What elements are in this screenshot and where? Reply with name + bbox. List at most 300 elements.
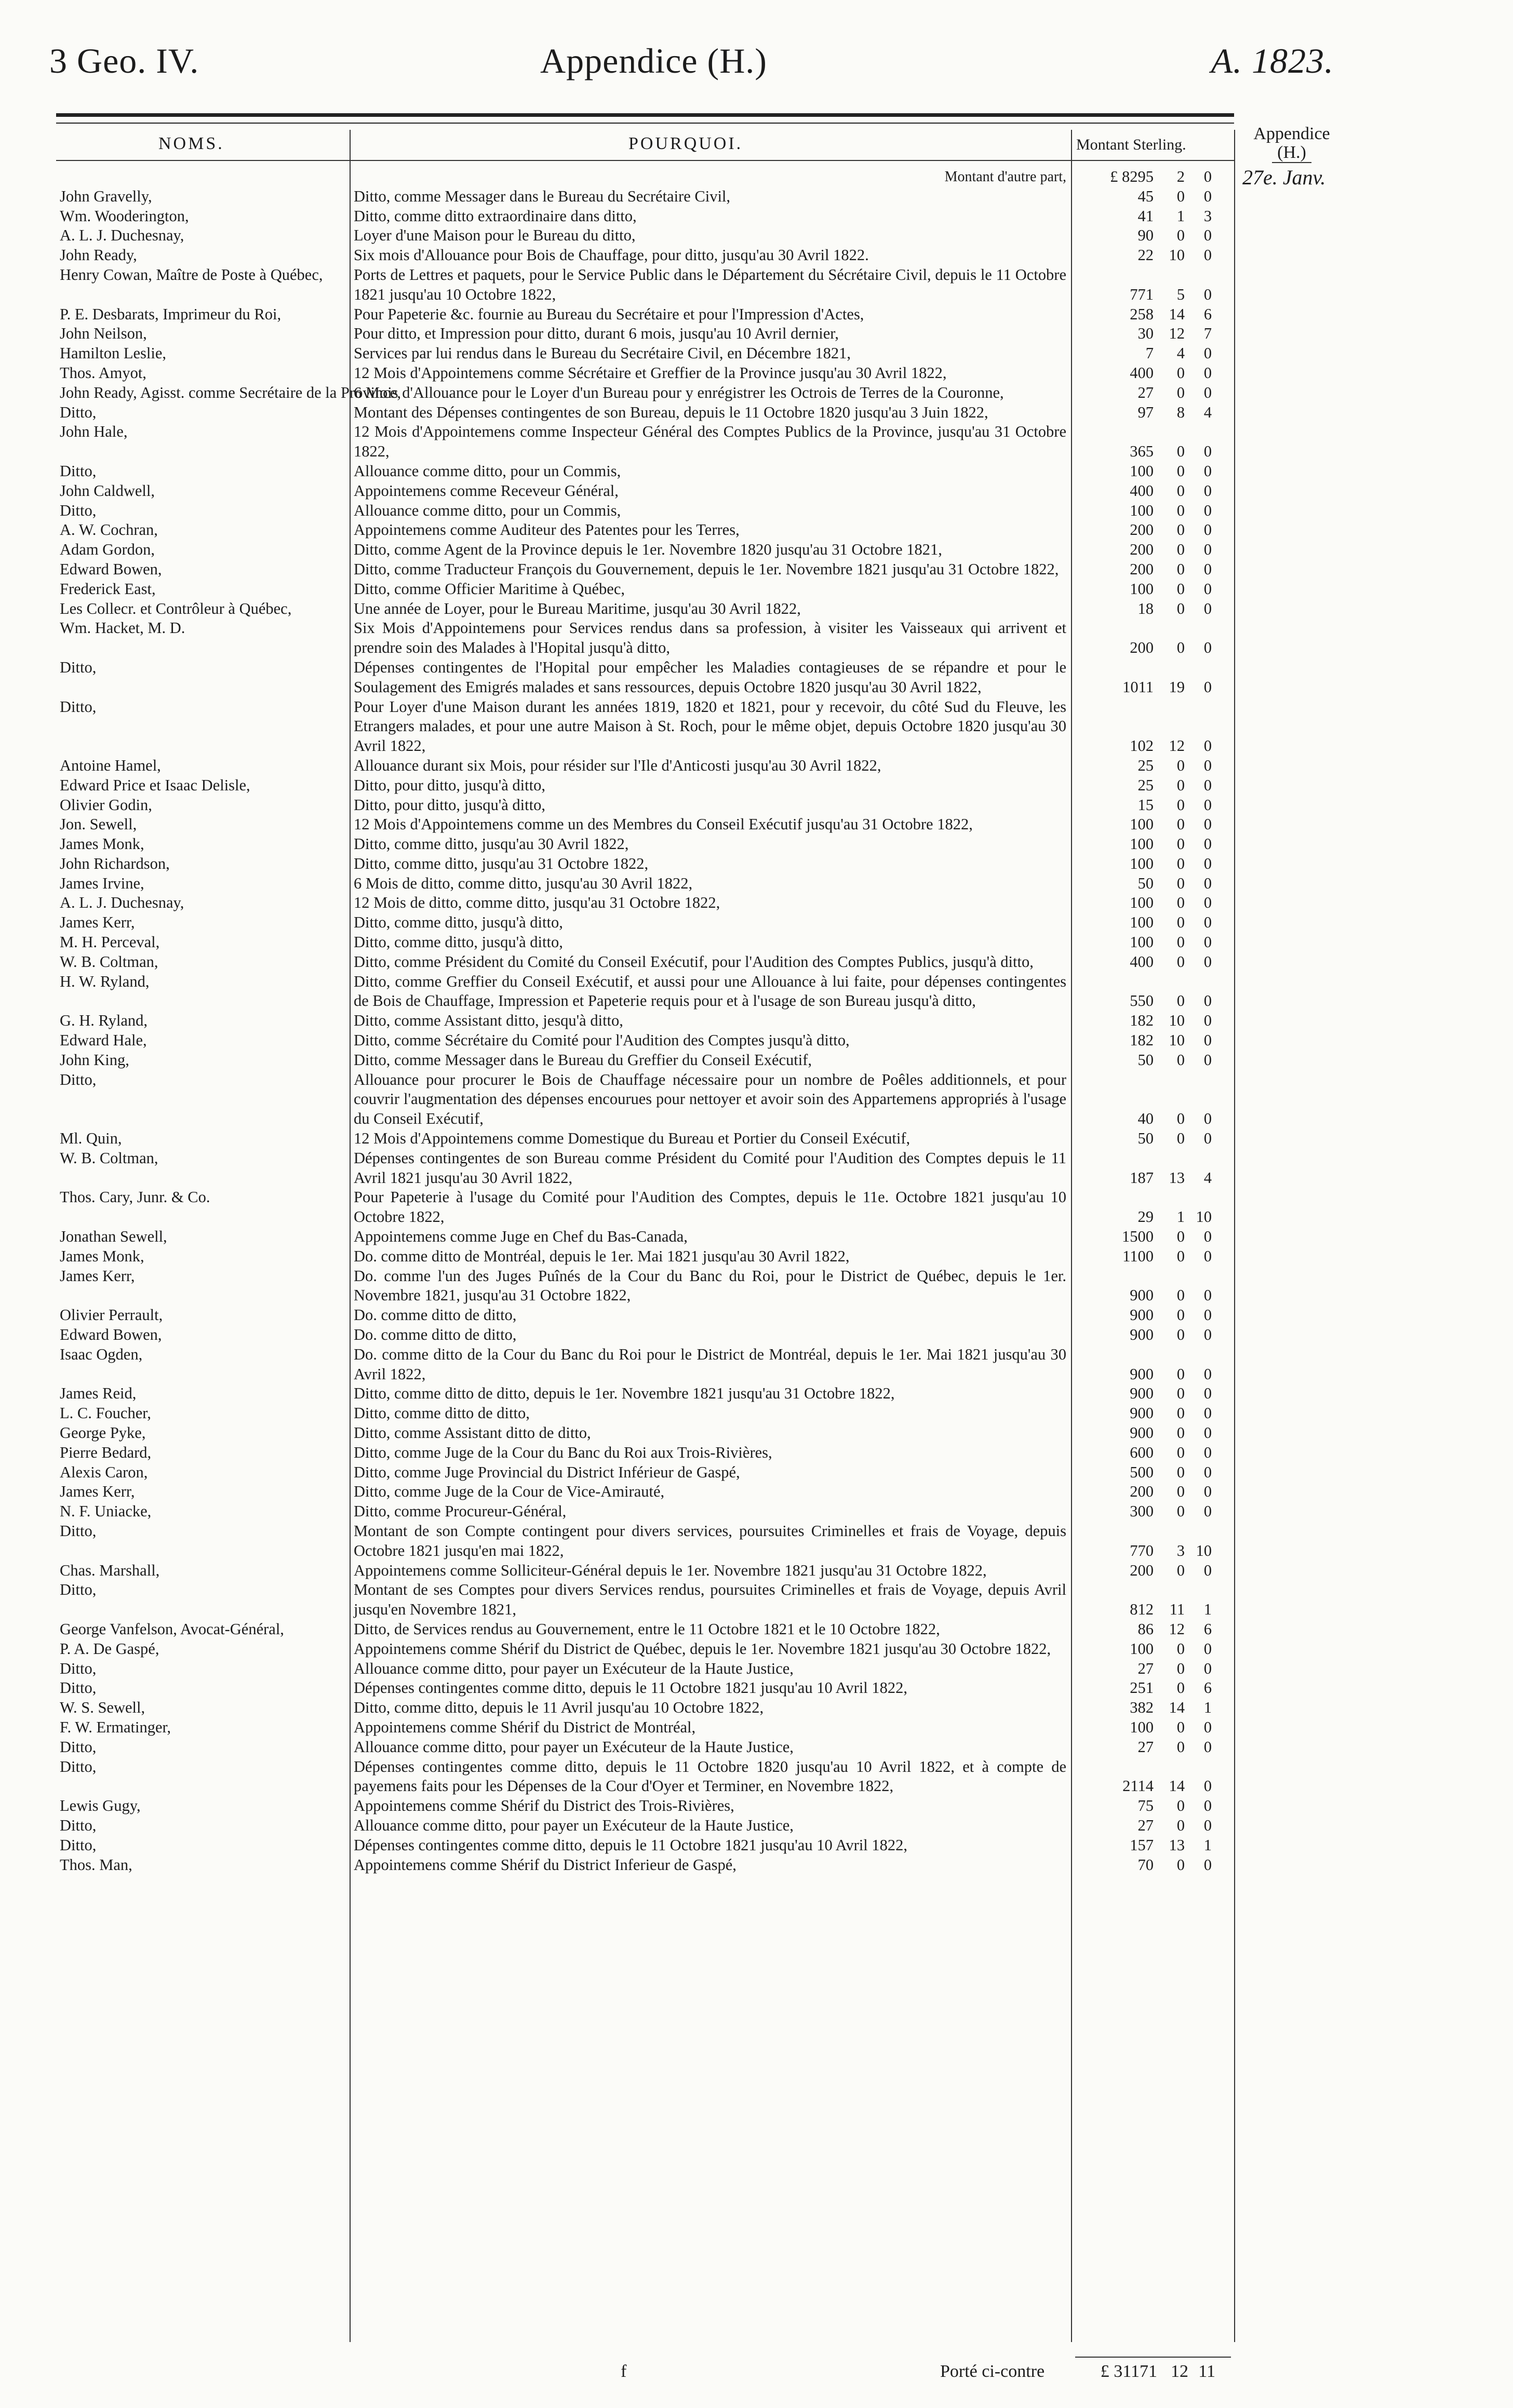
entry-amount: [1072, 285, 1231, 305]
margin-note-code: (H.): [1272, 143, 1311, 163]
amount-shillings: 11: [1169, 1600, 1185, 1619]
entry-name: Olivier Perrault,: [60, 1306, 163, 1324]
entry-name: George Pyke,: [60, 1424, 146, 1442]
amount-pounds: 600: [1130, 1443, 1154, 1461]
entry-amount: [1072, 442, 1231, 462]
amount-shillings: 10: [1169, 246, 1185, 264]
entry-purpose: Ports de Lettres et paquets, pour le Service Public dans le Département du Sécrétaire Civil, depuis le 11 Octobre 1821 jusqu'au 10 Octobre 1822,: [354, 265, 1066, 303]
table-row: [0, 776, 1513, 796]
entry-amount: [1072, 776, 1231, 796]
amount-pence: 0: [1203, 835, 1212, 853]
table-row: [0, 187, 1513, 207]
entry-purpose: Ditto, comme ditto, jusqu'à ditto,: [354, 913, 563, 932]
entry-name: Ml. Quin,: [60, 1129, 122, 1148]
entry-name: Ditto,: [60, 1738, 97, 1756]
entry-purpose: 12 Mois d'Appointemens comme Inspecteur Général des Comptes Publics de la Province, jusqu'au 31 Octobre 1822,: [354, 423, 1066, 461]
amount-shillings: 12: [1169, 737, 1185, 755]
entry-purpose: Services par lui rendus dans le Bureau du Secrétaire Civil, en Décembre 1821,: [354, 344, 851, 362]
entry-name: James Monk,: [60, 1247, 144, 1265]
amount-shillings: 0: [1176, 442, 1185, 461]
amount-pounds: 29: [1137, 1208, 1154, 1226]
entry-name: Ditto,: [60, 697, 97, 716]
table-row: [0, 207, 1513, 226]
entry-purpose: Appointemens comme Shérif du District de Québec, depuis le 1er. Novembre 1821 jusqu'au 30 Octobre 1822,: [354, 1639, 1051, 1658]
amount-pence: 0: [1203, 1247, 1212, 1265]
amount-pounds: 300: [1130, 1502, 1154, 1521]
amount-shillings: 14: [1169, 1699, 1185, 1717]
table-row: [0, 520, 1513, 540]
amount-pence: 0: [1203, 1404, 1212, 1422]
entry-name: Chas. Marshall,: [60, 1561, 160, 1579]
amount-shillings: 0: [1176, 599, 1185, 617]
entry-purpose: Ditto, comme Officier Maritime à Québec,: [354, 580, 625, 598]
entry-purpose: Appointemens comme Shérif du District Inferieur de Gaspé,: [354, 1855, 737, 1874]
table-row: [0, 854, 1513, 874]
amount-pence: 0: [1203, 1051, 1212, 1069]
amount-pounds: 45: [1137, 187, 1154, 205]
amount-shillings: 0: [1176, 1679, 1185, 1697]
entry-purpose: Pour Loyer d'une Maison durant les années 1819, 1820 et 1821, pour y recevoir, du côté Sud du Fleuve, les Etrangers malades, et pour une autre Maison à St. Roch, pour le même objet, depuis Octobre 1820 jusqu'au 30 Avril 1822,: [354, 697, 1066, 755]
amount-pounds: 900: [1130, 1286, 1154, 1304]
entry-purpose: Une année de Loyer, pour le Bureau Maritime, jusqu'au 30 Avril 1822,: [354, 599, 801, 617]
column-header-rule: [56, 160, 1234, 161]
amount-pence: 0: [1203, 1129, 1212, 1148]
entry-amount: [1072, 1639, 1231, 1659]
amount-pounds: 102: [1130, 737, 1154, 755]
entry-amount: [1072, 1286, 1231, 1306]
table-row: [0, 305, 1513, 325]
table-row: [0, 913, 1513, 933]
entry-name: Ditto,: [60, 501, 97, 519]
amount-pence: 0: [1203, 1777, 1212, 1795]
amount-pounds: 200: [1130, 1483, 1154, 1501]
amount-shillings: 0: [1176, 541, 1185, 559]
amount-pence: 3: [1203, 207, 1212, 225]
amount-shillings: 10: [1169, 1012, 1185, 1030]
table-row: [0, 1580, 1513, 1620]
amount-pounds: 400: [1130, 364, 1154, 382]
amount-pounds: 251: [1130, 1679, 1154, 1697]
amount-pounds: 550: [1130, 992, 1154, 1010]
entry-purpose: 12 Mois d'Appointemens comme un des Membres du Conseil Exécutif jusqu'au 31 Octobre 1822,: [354, 815, 973, 833]
entry-purpose: Ditto, comme Messager dans le Bureau du Secrétaire Civil,: [354, 187, 731, 205]
entry-amount: [1072, 756, 1231, 776]
amount-shillings: 0: [1176, 1797, 1185, 1815]
entry-amount: [1072, 540, 1231, 560]
amount-pence: 0: [1203, 560, 1212, 578]
amount-pence: 0: [1203, 501, 1212, 519]
entry-name: Thos. Man,: [60, 1855, 132, 1874]
amount-pence: 0: [1203, 756, 1212, 774]
entry-name: Ditto,: [60, 1581, 97, 1599]
amount-pence: 0: [1203, 913, 1212, 932]
entry-name: James Kerr,: [60, 1267, 135, 1285]
amount-pence: 0: [1203, 815, 1212, 833]
amount-pence: 0: [1203, 639, 1212, 657]
entry-amount: [1072, 1678, 1231, 1698]
table-row: [0, 1070, 1513, 1129]
amount-pounds: 187: [1130, 1168, 1154, 1187]
entry-amount: [1072, 1404, 1231, 1423]
entry-name: Edward Hale,: [60, 1031, 147, 1050]
table-row: [0, 835, 1513, 854]
amount-shillings: 0: [1176, 874, 1185, 892]
table-row: [0, 1482, 1513, 1502]
amount-shillings: 1: [1176, 1208, 1185, 1226]
entry-name: W. B. Coltman,: [60, 1149, 158, 1167]
entry-amount: [1072, 1502, 1231, 1522]
page-footer: [0, 2362, 1513, 2393]
entry-name: Antoine Hamel,: [60, 756, 161, 774]
amount-pounds: 25: [1137, 776, 1154, 794]
amount-shillings: 0: [1176, 854, 1185, 872]
amount-pounds: 86: [1137, 1620, 1154, 1638]
amount-pounds: 70: [1137, 1855, 1154, 1874]
entry-purpose: Ditto, comme Juge de la Cour du Banc du Roi aux Trois-Rivières,: [354, 1443, 772, 1461]
entry-name: John Neilson,: [60, 325, 147, 343]
amount-pounds: 90: [1137, 226, 1154, 245]
table-row: [0, 1620, 1513, 1639]
entry-purpose: Ditto, pour ditto, jusqu'à ditto,: [354, 776, 545, 794]
amount-shillings: 1: [1176, 207, 1185, 225]
amount-shillings: 0: [1176, 835, 1185, 853]
table-row: [0, 1443, 1513, 1463]
entry-amount: [1072, 1777, 1231, 1796]
entry-name: Jonathan Sewell,: [60, 1228, 167, 1246]
amount-shillings: 8: [1176, 403, 1185, 421]
table-row: [0, 796, 1513, 815]
amount-pence: 1: [1203, 1836, 1212, 1854]
amount-pounds: 812: [1130, 1600, 1154, 1619]
table-row: [0, 1051, 1513, 1070]
entry-amount: [1072, 520, 1231, 540]
amount-pence: 0: [1203, 1365, 1212, 1383]
entry-amount: [1072, 1423, 1231, 1443]
amount-pounds: 100: [1130, 1718, 1154, 1736]
entry-name: Edward Bowen,: [60, 560, 162, 578]
entry-amount: [1072, 1129, 1231, 1149]
table-row: [0, 1757, 1513, 1797]
table-row: [0, 1698, 1513, 1718]
entry-amount: [1072, 1207, 1231, 1227]
entry-name: Alexis Caron,: [60, 1463, 148, 1481]
entry-amount: [1072, 1620, 1231, 1639]
entry-amount: [1072, 893, 1231, 913]
amount-pounds: 100: [1130, 501, 1154, 519]
amount-pence: 7: [1203, 325, 1212, 343]
entry-purpose: Ditto, comme Président du Comité du Conseil Exécutif, pour l'Audition des Comptes Publics, jusqu'à ditto,: [354, 952, 1034, 971]
amount-shillings: 0: [1176, 952, 1185, 971]
entry-purpose: Ditto, comme ditto de ditto,: [354, 1404, 530, 1422]
amount-shillings: 0: [1176, 796, 1185, 814]
entry-purpose: 6 Mois d'Allouance pour le Loyer d'un Bureau pour y enrégistrer les Octrois de Terres de la Couronne,: [354, 383, 1004, 401]
entry-name: James Reid,: [60, 1384, 137, 1403]
amount-pounds: 27: [1137, 1738, 1154, 1756]
table-row: [0, 1855, 1513, 1875]
entry-amount: [1072, 246, 1231, 265]
entry-purpose: Allouance durant six Mois, pour résider sur l'Ile d'Anticosti jusqu'au 30 Avril 1822,: [354, 756, 881, 774]
entry-amount: [1072, 1855, 1231, 1875]
amount-pounds: 100: [1130, 462, 1154, 480]
column-header-purpose: POURQUOI.: [628, 134, 743, 153]
entry-amount: [1072, 991, 1231, 1011]
amount-pounds: 27: [1137, 1816, 1154, 1834]
amount-shillings: 0: [1176, 187, 1185, 205]
amount-shillings: 0: [1176, 1306, 1185, 1324]
entry-purpose: Do. comme ditto de Montréal, depuis le 1er. Mai 1821 jusqu'au 30 Avril 1822,: [354, 1247, 850, 1265]
amount-pence: 0: [1203, 874, 1212, 892]
entry-purpose: Appointemens comme Auditeur des Patentes pour les Terres,: [354, 521, 740, 539]
amount-pence: 0: [1203, 580, 1212, 598]
entry-name: Olivier Godin,: [60, 796, 152, 814]
amount-pounds: 30: [1137, 325, 1154, 343]
entry-amount: [1072, 952, 1231, 972]
amount-shillings: 0: [1176, 776, 1185, 794]
entry-amount: [1072, 933, 1231, 952]
entry-amount: [1072, 638, 1231, 658]
entry-name: John Hale,: [60, 423, 128, 441]
entry-purpose: Dépenses contingentes comme ditto, depuis le 11 Octobre 1820 jusqu'au 10 Avril 1822, et à compte de payemens faits pour les Dépenses de la Cour d'Oyer et Terminer, en Novembre 1822,: [354, 1757, 1066, 1795]
amount-pounds: 182: [1130, 1031, 1154, 1050]
entry-amount: [1072, 913, 1231, 933]
entry-purpose: 12 Mois d'Appointemens comme Sécrétaire et Greffier de la Province jusqu'au 30 Avril 1822,: [354, 364, 947, 382]
amount-pence: 0: [1203, 521, 1212, 539]
entry-purpose: Allouance comme ditto, pour payer un Exécuteur de la Haute Justice,: [354, 1738, 794, 1756]
amount-pence: 1: [1203, 1699, 1212, 1717]
amount-shillings: 0: [1176, 364, 1185, 382]
amount-pounds: 1100: [1122, 1247, 1154, 1265]
entry-name: H. W. Ryland,: [60, 972, 150, 990]
carried-forward-label: Porté ci-contre: [940, 2362, 1045, 2381]
entry-name: John Ready,: [60, 246, 137, 264]
amount-pence: 0: [1203, 599, 1212, 617]
table-row: [0, 1561, 1513, 1581]
amount-pence: 0: [1203, 894, 1212, 912]
amount-pence: 0: [1203, 226, 1212, 245]
entry-purpose: Pour Papeterie à l'usage du Comité pour l'Audition des Comptes, depuis le 11e. Octobre 1821 jusqu'au 10 Octobre 1822,: [354, 1188, 1066, 1226]
total-pence: 11: [1198, 2362, 1215, 2381]
table-row: [0, 1267, 1513, 1306]
entry-name: L. C. Foucher,: [60, 1404, 151, 1422]
entry-purpose: Allouance comme ditto, pour un Commis,: [354, 462, 621, 480]
entry-purpose: Montant des Dépenses contingentes de son Bureau, depuis le 11 Octobre 1820 jusqu'au 3 Juin 1822,: [354, 403, 988, 421]
entry-purpose: Dépenses contingentes comme ditto, depuis le 11 Octobre 1821 jusqu'au 10 Avril 1822,: [354, 1679, 908, 1697]
entry-name: A. L. J. Duchesnay,: [60, 226, 184, 245]
entry-purpose: Ditto, comme Procureur-Général,: [354, 1502, 567, 1521]
amount-shillings: 0: [1176, 894, 1185, 912]
amount-pence: 0: [1203, 1306, 1212, 1324]
entry-amount: [1072, 1561, 1231, 1581]
total-rule: [1075, 2357, 1231, 2358]
amount-pence: 0: [1203, 1286, 1212, 1304]
amount-pence: 0: [1203, 1855, 1212, 1874]
entry-name: John Gravelly,: [60, 187, 152, 205]
entry-amount: [1072, 305, 1231, 325]
amount-shillings: 0: [1176, 1384, 1185, 1403]
amount-shillings: 0: [1176, 1718, 1185, 1736]
table-row: [0, 1188, 1513, 1227]
year-label: A. 1823.: [1211, 41, 1334, 80]
amount-pence: 0: [1203, 1639, 1212, 1658]
amount-pence: 0: [1203, 1483, 1212, 1501]
table-row: [0, 580, 1513, 599]
amount-pence: 0: [1203, 442, 1212, 461]
amount-pence: 0: [1203, 1463, 1212, 1481]
amount-pence: 0: [1203, 1326, 1212, 1344]
entry-name: Henry Cowan, Maître de Poste à Québec,: [60, 265, 323, 284]
entry-name: Ditto,: [60, 1070, 97, 1088]
entry-name: Jon. Sewell,: [60, 815, 137, 833]
amount-pence: 0: [1203, 678, 1212, 696]
entry-amount: [1072, 364, 1231, 383]
amount-shillings: 0: [1176, 1561, 1185, 1579]
amount-shillings: 0: [1176, 1816, 1185, 1834]
table-row: [0, 462, 1513, 481]
table-row: [0, 1502, 1513, 1522]
amount-pence: 10: [1196, 1541, 1212, 1559]
entry-amount: [1072, 796, 1231, 815]
entry-amount: [1072, 874, 1231, 894]
amount-pence: 0: [1203, 933, 1212, 951]
amount-pence: 0: [1203, 246, 1212, 264]
amount-pounds: 157: [1130, 1836, 1154, 1854]
entry-name: Les Collecr. et Contrôleur à Québec,: [60, 599, 292, 617]
entry-amount: [1072, 1796, 1231, 1816]
amount-pounds: 1500: [1122, 1228, 1154, 1246]
entry-amount: [1072, 560, 1231, 580]
amount-pounds: 200: [1130, 521, 1154, 539]
entry-amount: [1072, 1698, 1231, 1718]
amount-pence: 0: [1203, 1110, 1212, 1128]
table-row: [0, 246, 1513, 265]
table-row: [0, 1306, 1513, 1325]
amount-pounds: 365: [1130, 442, 1154, 461]
entry-purpose: Appointemens comme Shérif du District de Montréal,: [354, 1718, 696, 1736]
entry-name: James Irvine,: [60, 874, 144, 892]
amount-shillings: 0: [1176, 1659, 1185, 1677]
table-row: [0, 265, 1513, 305]
amount-pence: 0: [1203, 737, 1212, 755]
table-row: [0, 1227, 1513, 1247]
amount-shillings: 0: [1176, 1129, 1185, 1148]
amount-pence: 0: [1203, 1443, 1212, 1461]
amount-pounds: 770: [1130, 1541, 1154, 1559]
amount-shillings: 12: [1169, 325, 1185, 343]
entry-amount: [1072, 324, 1231, 344]
entry-name: John Caldwell,: [60, 481, 155, 500]
entry-amount: [1072, 1168, 1231, 1188]
entry-purpose: Appointemens comme Receveur Général,: [354, 481, 619, 500]
table-row: [0, 1129, 1513, 1149]
entry-purpose: Six mois d'Allouance pour Bois de Chauffage, pour ditto, jusqu'au 30 Avril 1822.: [354, 246, 869, 264]
table-row: [0, 618, 1513, 658]
amount-pounds: 200: [1130, 541, 1154, 559]
amount-shillings: 0: [1176, 521, 1185, 539]
amount-shillings: 0: [1176, 560, 1185, 578]
table-row: [0, 952, 1513, 972]
amount-shillings: 0: [1176, 501, 1185, 519]
entry-amount: [1072, 1718, 1231, 1738]
entry-name: Edward Price et Isaac Delisle,: [60, 776, 250, 794]
amount-pounds: 27: [1137, 383, 1154, 401]
entry-amount: [1072, 599, 1231, 619]
entry-name: Ditto,: [60, 1836, 97, 1854]
amount-pounds: 100: [1130, 854, 1154, 872]
entry-amount: [1072, 835, 1231, 854]
amount-pence: 10: [1196, 1208, 1212, 1226]
table-row: [0, 1247, 1513, 1267]
amount-pence: 0: [1203, 1424, 1212, 1442]
amount-shillings: 0: [1176, 639, 1185, 657]
page-header: [0, 41, 1513, 92]
amount-pounds: 97: [1137, 403, 1154, 421]
amount-shillings: 12: [1169, 1620, 1185, 1638]
amount-shillings: 10: [1169, 1031, 1185, 1050]
entry-amount: [1072, 403, 1231, 423]
table-row: [0, 893, 1513, 913]
amount-pounds: 500: [1130, 1463, 1154, 1481]
entry-purpose: Six Mois d'Appointemens pour Services rendus dans sa profession, à visiter les Vaisseaux qui arrivent et prendre soin des Malades à l'Hopital jusqu'à ditto,: [354, 619, 1066, 657]
entry-name: Ditto,: [60, 403, 97, 421]
amount-pence: 0: [1203, 187, 1212, 205]
amount-pounds: 25: [1137, 756, 1154, 774]
entry-amount: [1072, 1109, 1231, 1129]
entry-amount: [1072, 187, 1231, 207]
entry-amount: [1072, 462, 1231, 481]
table-row: [0, 383, 1513, 403]
amount-shillings: 0: [1176, 815, 1185, 833]
entry-purpose: Allouance comme ditto, pour un Commis,: [354, 501, 621, 519]
amount-shillings: 0: [1176, 462, 1185, 480]
entry-purpose: Pour ditto, et Impression pour ditto, durant 6 mois, jusqu'au 10 Avril dernier,: [354, 325, 839, 343]
table-row: [0, 1031, 1513, 1051]
entry-amount: [1072, 226, 1231, 246]
amount-shillings: 0: [1176, 580, 1185, 598]
entry-name: A. W. Cochran,: [60, 521, 158, 539]
table-row: [0, 1423, 1513, 1443]
amount-pence: 0: [1203, 1384, 1212, 1403]
amount-pounds: 22: [1137, 246, 1154, 264]
entry-name: N. F. Uniacke,: [60, 1502, 152, 1521]
amount-pence: 0: [1203, 1228, 1212, 1246]
amount-pence: 0: [1203, 854, 1212, 872]
entry-name: Pierre Bedard,: [60, 1443, 152, 1461]
amount-pence: 0: [1203, 1012, 1212, 1030]
amount-pence: 6: [1203, 305, 1212, 323]
amount-pounds: 75: [1137, 1797, 1154, 1815]
margin-note-date: 27e. Janv.: [1242, 166, 1326, 189]
amount-pounds: 1011: [1122, 678, 1154, 696]
table-row: [0, 1404, 1513, 1423]
entry-purpose: Ditto, comme Greffier du Conseil Exécutif, et aussi pour une Allouance à lui faite, pour dépenses contingentes de Bois de Chauffage, Impression et Papeterie requis pour et à l'usage de son Bureau jusqu'à ditto,: [354, 972, 1066, 1010]
entry-amount: [1072, 1600, 1231, 1620]
table-row: [0, 972, 1513, 1012]
entry-purpose: Ditto, comme ditto de ditto, depuis le 1er. Novembre 1821 jusqu'au 31 Octobre 1822,: [354, 1384, 895, 1403]
entry-purpose: Ditto, comme Messager dans le Bureau du Greffier du Conseil Exécutif,: [354, 1051, 812, 1069]
amount-shillings: 2: [1176, 168, 1185, 185]
amount-shillings: 0: [1176, 1502, 1185, 1521]
amount-pounds: 771: [1130, 285, 1154, 303]
entry-purpose: Ditto, comme ditto, jusqu'au 30 Avril 1822,: [354, 835, 629, 853]
entry-amount: [1072, 383, 1231, 403]
table-row: [0, 1522, 1513, 1561]
amount-pounds: 900: [1130, 1384, 1154, 1403]
amount-pence: 0: [1203, 952, 1212, 971]
amount-shillings: 0: [1176, 1326, 1185, 1344]
amount-pounds: 900: [1130, 1424, 1154, 1442]
entry-purpose: Ditto, comme Sécrétaire du Comité pour l'Audition des Comptes jusqu'à ditto,: [354, 1031, 850, 1050]
amount-pounds: 400: [1130, 481, 1154, 500]
